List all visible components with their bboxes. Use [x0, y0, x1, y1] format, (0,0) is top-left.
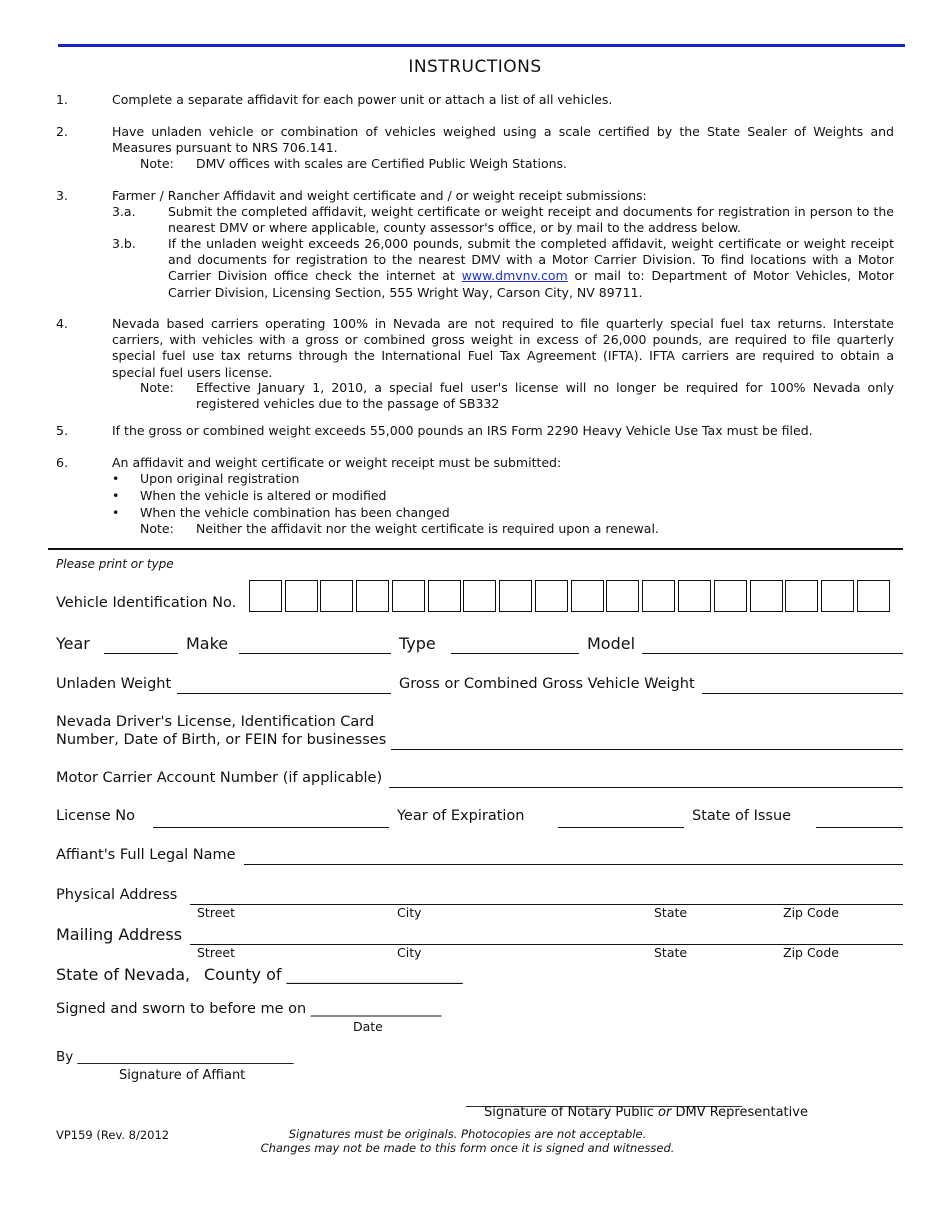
notary-signature-field[interactable]: ______________________________________________	[466, 1093, 742, 1107]
mc-account-field[interactable]	[389, 787, 903, 788]
unladen-weight-label: Unladen Weight	[56, 676, 172, 692]
item-6-bullet-1: Upon original registration	[140, 471, 300, 486]
license-id-label-2: Number, Date of Birth, or FEIN for businesses	[56, 732, 387, 748]
affiant-name-field[interactable]	[244, 864, 903, 865]
state-issue-field[interactable]	[816, 827, 903, 828]
make-label: Make	[186, 634, 229, 653]
item-6-bullet-3: When the vehicle combination has been changed	[140, 505, 450, 520]
county-field[interactable]: County of ______________________	[204, 965, 463, 984]
print-hint: Please print or type	[56, 557, 174, 571]
item-2-note-label: Note:	[140, 156, 174, 171]
physical-zip-caption: Zip Code	[783, 905, 839, 920]
vin-box[interactable]	[750, 580, 783, 612]
vin-box[interactable]	[821, 580, 854, 612]
item-5-text: If the gross or combined weight exceeds 55,000 pounds an IRS Form 2290 Heavy Vehicle Use Tax must be filed.	[112, 423, 813, 438]
notary-caption-or: or	[658, 1105, 672, 1120]
item-6-bullet-2: When the vehicle is altered or modified	[140, 488, 387, 503]
state-issue-label: State of Issue	[692, 808, 792, 824]
type-label: Type	[399, 634, 436, 653]
item-4-note-label: Note:	[140, 380, 174, 395]
item-6-text: An affidavit and weight certificate or weight receipt must be submitted:	[112, 455, 562, 470]
vin-box[interactable]	[606, 580, 639, 612]
vin-box[interactable]	[356, 580, 389, 612]
mailing-street-caption: Street	[197, 945, 235, 960]
bullet-icon: •	[112, 471, 120, 486]
physical-street-caption: Street	[197, 905, 235, 920]
affiant-signature-caption: Signature of Affiant	[119, 1068, 246, 1083]
notary-caption-end: DMV Representative	[671, 1105, 808, 1120]
vin-box[interactable]	[571, 580, 604, 612]
vin-box[interactable]	[392, 580, 425, 612]
mailing-address-label: Mailing Address	[56, 925, 183, 944]
item-4-number: 4.	[56, 316, 68, 331]
notary-caption-start: Signature of Notary Public	[484, 1105, 659, 1120]
year-field[interactable]	[104, 653, 178, 654]
vin-label: Vehicle Identification No.	[56, 595, 237, 611]
license-no-label: License No	[56, 808, 135, 824]
gross-weight-label: Gross or Combined Gross Vehicle Weight	[399, 676, 695, 692]
item-3a-text: Submit the completed affidavit, weight certificate or weight receipt and documents for registration in person to the nearest DMV or where applicable, county assessor's office, or by mail to the address below.	[168, 204, 894, 236]
vin-box[interactable]	[642, 580, 675, 612]
item-3-number: 3.	[56, 188, 68, 203]
year-label: Year	[56, 634, 90, 653]
state-of-nevada: State of Nevada,	[56, 965, 191, 984]
item-5-number: 5.	[56, 423, 68, 438]
physical-state-caption: State	[654, 905, 688, 920]
mc-account-label: Motor Carrier Account Number (if applicable)	[56, 770, 383, 786]
page-title: INSTRUCTIONS	[408, 57, 542, 77]
item-1-text: Complete a separate affidavit for each power unit or attach a list of all vehicles.	[112, 92, 613, 107]
vin-box[interactable]	[499, 580, 532, 612]
item-6-note: Neither the affidavit nor the weight certificate is required upon a renewal.	[196, 521, 659, 536]
license-id-label-1: Nevada Driver's License, Identification Card	[56, 714, 375, 730]
bullet-icon: •	[112, 488, 120, 503]
vin-box[interactable]	[678, 580, 711, 612]
mailing-city-caption: City	[397, 945, 422, 960]
year-expiration-label: Year of Expiration	[397, 808, 525, 824]
vin-box[interactable]	[249, 580, 282, 612]
bullet-icon: •	[112, 505, 120, 520]
item-3a-label: 3.a.	[112, 204, 136, 219]
physical-city-caption: City	[397, 905, 422, 920]
model-field[interactable]	[642, 653, 903, 654]
unladen-weight-field[interactable]	[177, 693, 391, 694]
gross-weight-field[interactable]	[702, 693, 903, 694]
vin-box[interactable]	[320, 580, 353, 612]
vin-box[interactable]	[785, 580, 818, 612]
vin-box[interactable]	[285, 580, 318, 612]
item-3b-text-start: If the unladen weight exceeds 26,000 pounds, submit the completed affidavit, weight certificate or weight receipt and documents for registration to the nearest DMV with a Motor Carrier Division. To find locations with a Motor Carrier Division office check the internet at	[168, 236, 894, 284]
item-3b-label: 3.b.	[112, 236, 136, 251]
item-3-text: Farmer / Rancher Affidavit and weight certificate and / or weight receipt submissions:	[112, 188, 647, 203]
footer-notice-1: Signatures must be originals. Photocopies are not acceptable.	[288, 1127, 647, 1141]
top-rule	[58, 44, 905, 47]
item-2-number: 2.	[56, 124, 68, 139]
mailing-state-caption: State	[654, 945, 688, 960]
vin-box[interactable]	[463, 580, 496, 612]
mailing-zip-caption: Zip Code	[783, 945, 839, 960]
license-no-field[interactable]	[153, 827, 389, 828]
date-caption: Date	[353, 1019, 383, 1034]
license-id-field[interactable]	[391, 749, 903, 750]
item-3b-text	[168, 236, 894, 301]
sworn-date-field[interactable]: Signed and sworn to before me on __________________	[56, 1001, 442, 1017]
affiant-signature-field[interactable]: By ________________________________	[56, 1049, 294, 1065]
vin-box[interactable]	[714, 580, 747, 612]
model-label: Model	[587, 634, 636, 653]
section-divider	[48, 548, 903, 550]
affiant-name-label: Affiant's Full Legal Name	[56, 847, 236, 863]
notary-signature-caption	[484, 1105, 808, 1120]
item-4-text: Nevada based carriers operating 100% in Nevada are not required to file quarterly special fuel tax returns. Interstate carriers, with vehicles with a gross or combined gross weight in excess of 26,000 pounds, are required to file quarterly special fuel use tax returns through the International Fuel Tax Agreement (IFTA). IFTA carriers are required to obtain a special fuel users license.	[112, 316, 894, 380]
item-2-text: Have unladen vehicle or combination of vehicles weighed using a scale certified by the State Sealer of Weights and Measures pursuant to NRS 706.141.	[112, 124, 894, 156]
vin-box[interactable]	[428, 580, 461, 612]
item-6-note-label: Note:	[140, 521, 174, 536]
vin-box[interactable]	[535, 580, 568, 612]
year-expiration-field[interactable]	[558, 827, 684, 828]
make-field[interactable]	[239, 653, 391, 654]
vin-box[interactable]	[857, 580, 890, 612]
item-6-number: 6.	[56, 455, 68, 470]
dmv-website-link[interactable]: www.dmvnv.com	[461, 268, 568, 284]
footer-notice-2: Changes may not be made to this form once it is signed and witnessed.	[260, 1141, 675, 1155]
form-id: VP159 (Rev. 8/2012	[56, 1128, 170, 1142]
item-2-note: DMV offices with scales are Certified Public Weigh Stations.	[196, 156, 568, 171]
type-field[interactable]	[451, 653, 579, 654]
physical-address-label: Physical Address	[56, 887, 178, 903]
item-1-number: 1.	[56, 92, 68, 107]
item-3b-text-end: or mail to: Department of Motor Vehicles, Motor Carrier Division, Licensing Section, 555 Wright Way, Carson City, NV 89711.	[168, 268, 894, 300]
item-4-note: Effective January 1, 2010, a special fuel user's license will no longer be required for 100% Nevada only registered vehicles due to the passage of SB332	[196, 380, 894, 412]
